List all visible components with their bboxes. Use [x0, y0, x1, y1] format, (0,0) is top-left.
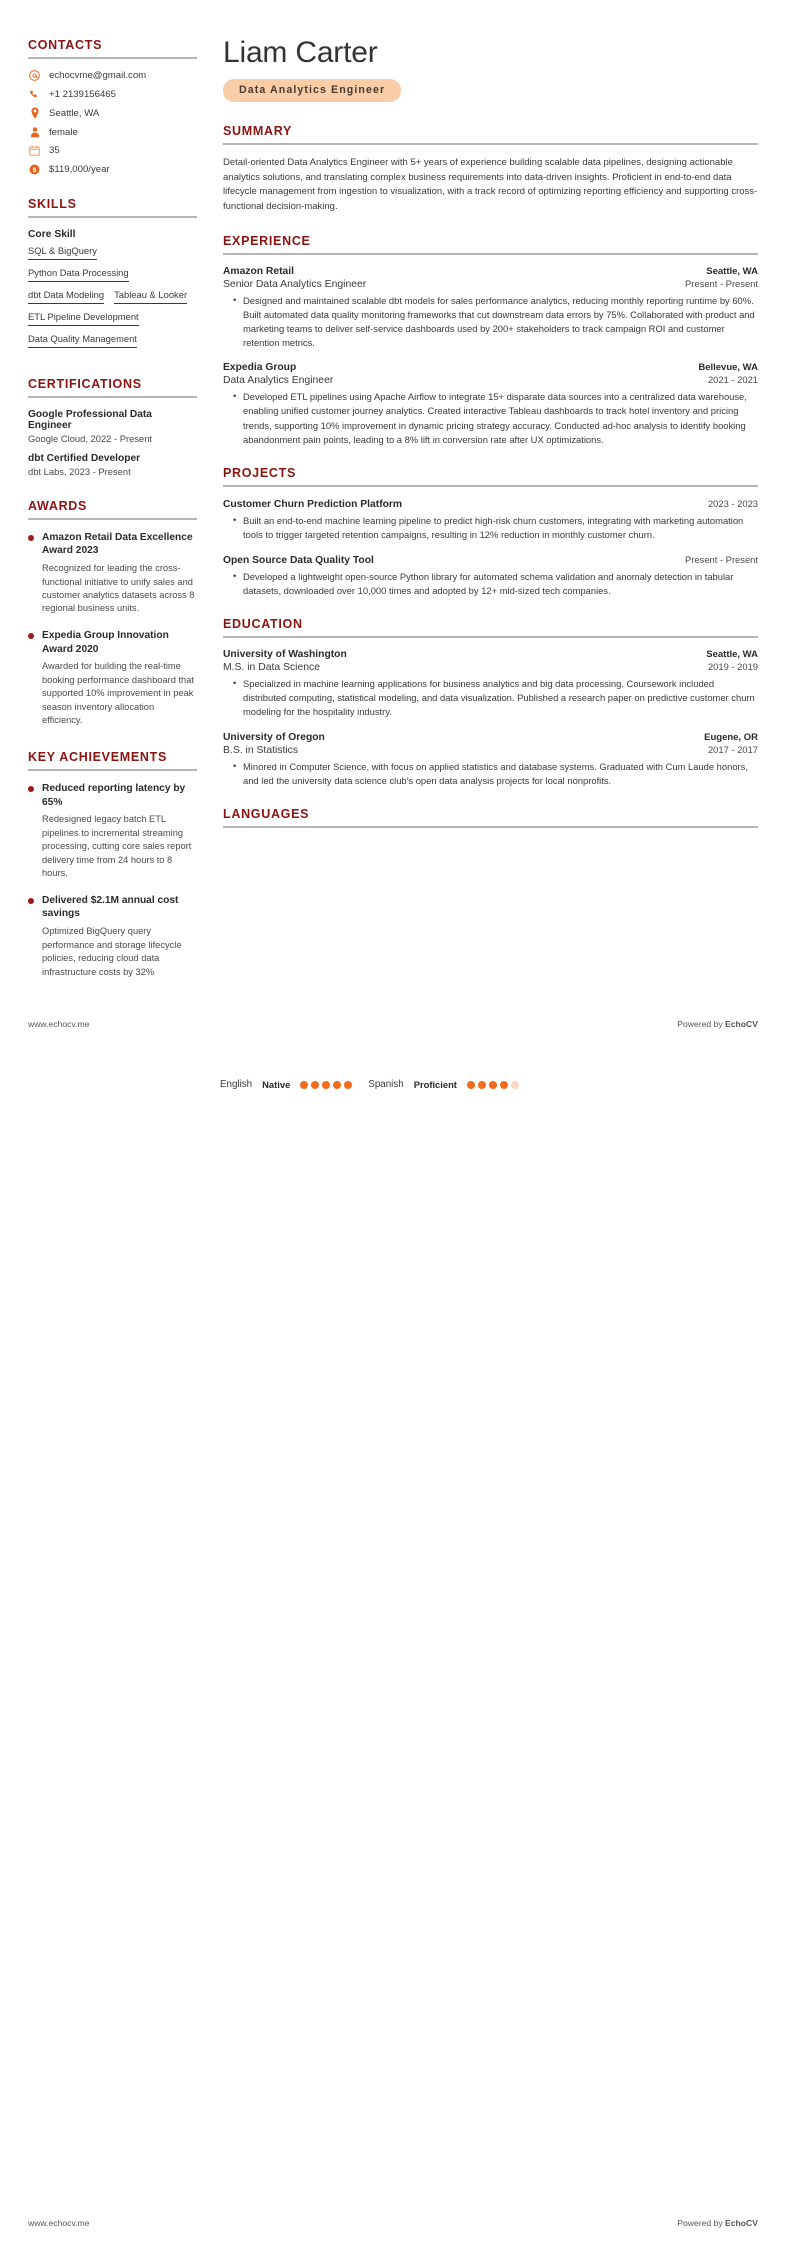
key-achievements-section: [28, 750, 197, 979]
page-footer-bottom: [0, 2218, 794, 2228]
certification-meta: Google Cloud, 2022 - Present: [28, 432, 153, 444]
role-badge: Data Analytics Engineer: [223, 79, 401, 102]
section-divider: [223, 636, 758, 638]
language-name: Spanish: [368, 1079, 404, 1091]
awards-title: AWARDS: [28, 498, 88, 513]
section-divider: [223, 253, 758, 255]
award-title: Amazon Retail Data Excellence Award 2023: [42, 531, 193, 557]
rating-dot-filled: [500, 1081, 508, 1089]
achievement-title: Reduced reporting latency by 65%: [42, 782, 186, 808]
contact-location-value: Seattle, WA: [49, 107, 100, 119]
resume-body: [0, 0, 794, 1001]
achievement-description: Optimized BigQuery query performance and storage lifecycle policies, reducing cloud data infrastructure costs by 32%: [42, 926, 182, 977]
project-item: [223, 498, 758, 542]
money-coin-icon: [28, 164, 41, 175]
section-divider: [28, 396, 197, 398]
certification-meta: dbt Labs, 2023 - Present: [28, 465, 131, 477]
footer-powered-by: [677, 1019, 758, 1029]
section-divider: [28, 216, 197, 218]
award-description: Awarded for building the real-time booking performance dashboard that supported 10% improvement in peak season inventory allocation efficiency.: [42, 661, 194, 726]
project-item: [223, 554, 758, 598]
section-divider: [28, 518, 197, 520]
education-degree: B.S. in Statistics: [223, 744, 299, 756]
education-bullets: [223, 760, 758, 788]
contact-phone-value: +1 2139156465: [49, 88, 116, 100]
contact-salary-value: $119,000/year: [49, 163, 110, 175]
footer-site[interactable]: www.echocv.me: [28, 1019, 90, 1030]
education-location: Eugene, OR: [704, 731, 758, 743]
section-divider: [223, 485, 758, 487]
experience-bullets: [223, 390, 758, 446]
contact-salary: [28, 164, 197, 175]
project-bullets: [223, 514, 758, 542]
skill-tag: dbt Data Modeling: [28, 289, 104, 304]
rating-dot-filled: [300, 1081, 308, 1089]
experience-bullet: • Developed ETL pipelines using Apache Airflow to integrate 15+ disparate data sources into a centralized data warehouse, enabling unified customer journey analytics. Created interactive Tableau dashboards to track hotel inventory and pricing trends, supporting 10% improvement in dynamic pricing strategy accuracy. Conducted ad-hoc analysis to identify booking abandonment pain points, leading to a 8% lift in conversion rate after UX optimizations.: [235, 390, 758, 446]
project-dates: Present - Present: [685, 553, 758, 565]
award-item: [28, 629, 197, 728]
footer-site[interactable]: www.echocv.me: [28, 2218, 90, 2228]
svg-text:$: $: [32, 166, 37, 174]
footer-brand-name: EchoCV: [725, 1019, 758, 1030]
contact-phone[interactable]: [28, 89, 197, 100]
skills-title: SKILLS: [28, 196, 77, 211]
education-location: Seattle, WA: [706, 649, 758, 661]
map-pin-icon: [28, 107, 41, 119]
bullet-dot-icon: [28, 782, 42, 881]
certification-item: [28, 453, 197, 477]
rating-dot-filled: [322, 1081, 330, 1089]
skills-section: [28, 197, 197, 355]
education-item: [223, 732, 758, 788]
education-dates: 2017 - 2017: [707, 743, 758, 755]
section-divider: [223, 826, 758, 828]
skill-tag: Data Quality Management: [28, 333, 137, 348]
section-divider: [223, 143, 758, 145]
rating-dot-filled: [344, 1081, 352, 1089]
footer-powered-prefix: Powered by: [677, 2218, 726, 2228]
projects-title: PROJECTS: [223, 465, 296, 480]
experience-bullet: • Designed and maintained scalable dbt models for sales performance analytics, reducing monthly reporting runtime by 60%. Built automated data quality monitoring frameworks that cut downstream data errors by 75%. Collaborated with product and marketing teams to deliver self-service dashboards used by 200+ stakeholders to track campaign ROI and customer retention metrics.: [235, 294, 758, 350]
bullet-dot-icon: [28, 629, 42, 728]
experience-item: [223, 266, 758, 350]
footer-powered-prefix: Powered by: [677, 1019, 726, 1030]
certification-item: [28, 409, 197, 444]
education-school: University of Oregon: [223, 731, 325, 743]
contacts-section: [28, 38, 197, 175]
certifications-section: [28, 377, 197, 477]
education-title: EDUCATION: [223, 617, 303, 632]
education-bullet: • Specialized in machine learning applications for business analytics and big data processing. Coursework included distributed computing, statistical modeling, and data visualization. Published a research paper on predictive customer churn modeling for the hospitality industry.: [235, 677, 758, 719]
experience-section: [223, 234, 758, 447]
certification-name: Google Professional Data Engineer: [28, 408, 152, 431]
language-rating-dots: [467, 1081, 519, 1089]
experience-company: Expedia Group: [223, 362, 297, 374]
phone-icon: [28, 89, 41, 100]
page-title: Liam Carter: [223, 36, 378, 69]
achievement-description: Redesigned legacy batch ETL pipelines to incremental streaming processing, cutting core sales report delivery time from 24 hours to 8 hours.: [42, 814, 192, 879]
language-level: Native: [262, 1079, 291, 1091]
rating-dot-filled: [478, 1081, 486, 1089]
achievement-item: [28, 894, 197, 979]
footer-brand-name: EchoCV: [725, 2218, 758, 2228]
section-divider: [28, 769, 197, 771]
person-icon: [28, 127, 41, 138]
language-item: [220, 1079, 352, 1090]
section-divider: [28, 57, 197, 59]
language-name: English: [220, 1079, 253, 1091]
language-item: [368, 1079, 519, 1090]
rating-dot-filled: [467, 1081, 475, 1089]
education-degree: M.S. in Data Science: [223, 662, 321, 674]
education-bullet: • Minored in Computer Science, with focus on applied statistics and database systems. Graduated with Cum Laude honors, and led the university data science club's open data analysis projects for local nonprofits.: [235, 760, 758, 788]
awards-section: [28, 499, 197, 728]
experience-bullets: [223, 294, 758, 350]
education-section: [223, 617, 758, 788]
project-name: Customer Churn Prediction Platform: [223, 498, 403, 510]
award-item: [28, 531, 197, 616]
project-bullets: [223, 570, 758, 598]
contact-gender: [28, 127, 197, 138]
experience-dates: Present - Present: [685, 277, 758, 289]
skills-group-title: Core Skill: [28, 228, 76, 240]
education-dates: 2019 - 2019: [707, 661, 758, 673]
contact-location: [28, 107, 197, 119]
achievement-item: [28, 782, 197, 881]
project-dates: 2023 - 2023: [707, 497, 758, 509]
certification-name: dbt Certified Developer: [28, 452, 141, 464]
contact-email-value: echocvme@gmail.com: [49, 70, 147, 81]
skill-tag: Python Data Processing: [28, 267, 129, 282]
projects-section: [223, 466, 758, 598]
key-achievements-title: KEY ACHIEVEMENTS: [28, 749, 168, 764]
education-school: University of Washington: [223, 649, 347, 661]
footer-powered-by: [677, 2218, 758, 2228]
at-email-icon: [28, 70, 41, 81]
skill-tag: ETL Pipeline Development: [28, 311, 139, 326]
project-bullet: • Developed a lightweight open-source Python library for automated schema validation and anomaly detection in tabular datasets, downloaded over 10,000 times and adopted by 12+ mid-sized tech companies.: [235, 570, 758, 598]
languages-section: [223, 807, 758, 828]
certifications-title: CERTIFICATIONS: [28, 376, 142, 391]
contacts-title: CONTACTS: [28, 38, 103, 52]
contact-email[interactable]: [28, 70, 197, 81]
education-item: [223, 649, 758, 719]
calendar-icon: [28, 145, 41, 156]
experience-location: Seattle, WA: [706, 265, 758, 277]
language-level: Proficient: [413, 1079, 457, 1091]
summary-text: Detail-oriented Data Analytics Engineer with 5+ years of experience building scalable data pipelines, designing actionable analytics solutions, and translating complex business requirements into data-driven insights. Proficient in end-to-end data lifecycle management from ingestion to visualization, with a track record of optimizing reporting efficiency and supporting cross-functional decision-making.: [223, 157, 758, 213]
language-rating-dots: [300, 1081, 352, 1089]
experience-location: Bellevue, WA: [698, 362, 758, 374]
languages-title: LANGUAGES: [223, 806, 310, 821]
contact-age-value: 35: [49, 145, 60, 156]
rating-dot-filled: [489, 1081, 497, 1089]
summary-title: SUMMARY: [223, 124, 293, 138]
languages-list: [0, 1079, 794, 1090]
project-bullet: • Built an end-to-end machine learning pipeline to predict high-risk churn customers, integrating with marketing automation tools to trigger targeted retention campaigns, resulting in 12% reduction in monthly customer churn.: [235, 514, 758, 542]
project-name: Open Source Data Quality Tool: [223, 554, 374, 566]
rating-dot-filled: [333, 1081, 341, 1089]
contact-gender-value: female: [49, 126, 78, 138]
award-description: Recognized for leading the cross-functional initiative to unify sales and customer analytics datasets across 8 regional business units.: [42, 563, 195, 614]
experience-job-title: Data Analytics Engineer: [223, 375, 334, 387]
rating-dot-filled: [311, 1081, 319, 1089]
experience-item: [223, 362, 758, 446]
experience-job-title: Senior Data Analytics Engineer: [223, 278, 367, 290]
bullet-dot-icon: [28, 894, 42, 979]
page-footer: [0, 1019, 794, 1029]
education-bullets: [223, 677, 758, 719]
experience-title: EXPERIENCE: [223, 233, 311, 248]
bullet-dot-icon: [28, 531, 42, 616]
summary-section: [223, 124, 758, 215]
contact-age: [28, 145, 197, 156]
experience-company: Amazon Retail: [223, 265, 294, 277]
skills-tag-list: [28, 245, 197, 355]
main-content: [215, 38, 794, 839]
skill-tag: SQL & BigQuery: [28, 245, 97, 260]
sidebar: [0, 38, 215, 1001]
award-title: Expedia Group Innovation Award 2020: [42, 629, 169, 655]
achievement-title: Delivered $2.1M annual cost savings: [42, 894, 179, 920]
skill-tag: Tableau & Looker: [114, 289, 187, 304]
experience-dates: 2021 - 2021: [707, 374, 758, 386]
rating-dot-empty: [511, 1081, 519, 1089]
